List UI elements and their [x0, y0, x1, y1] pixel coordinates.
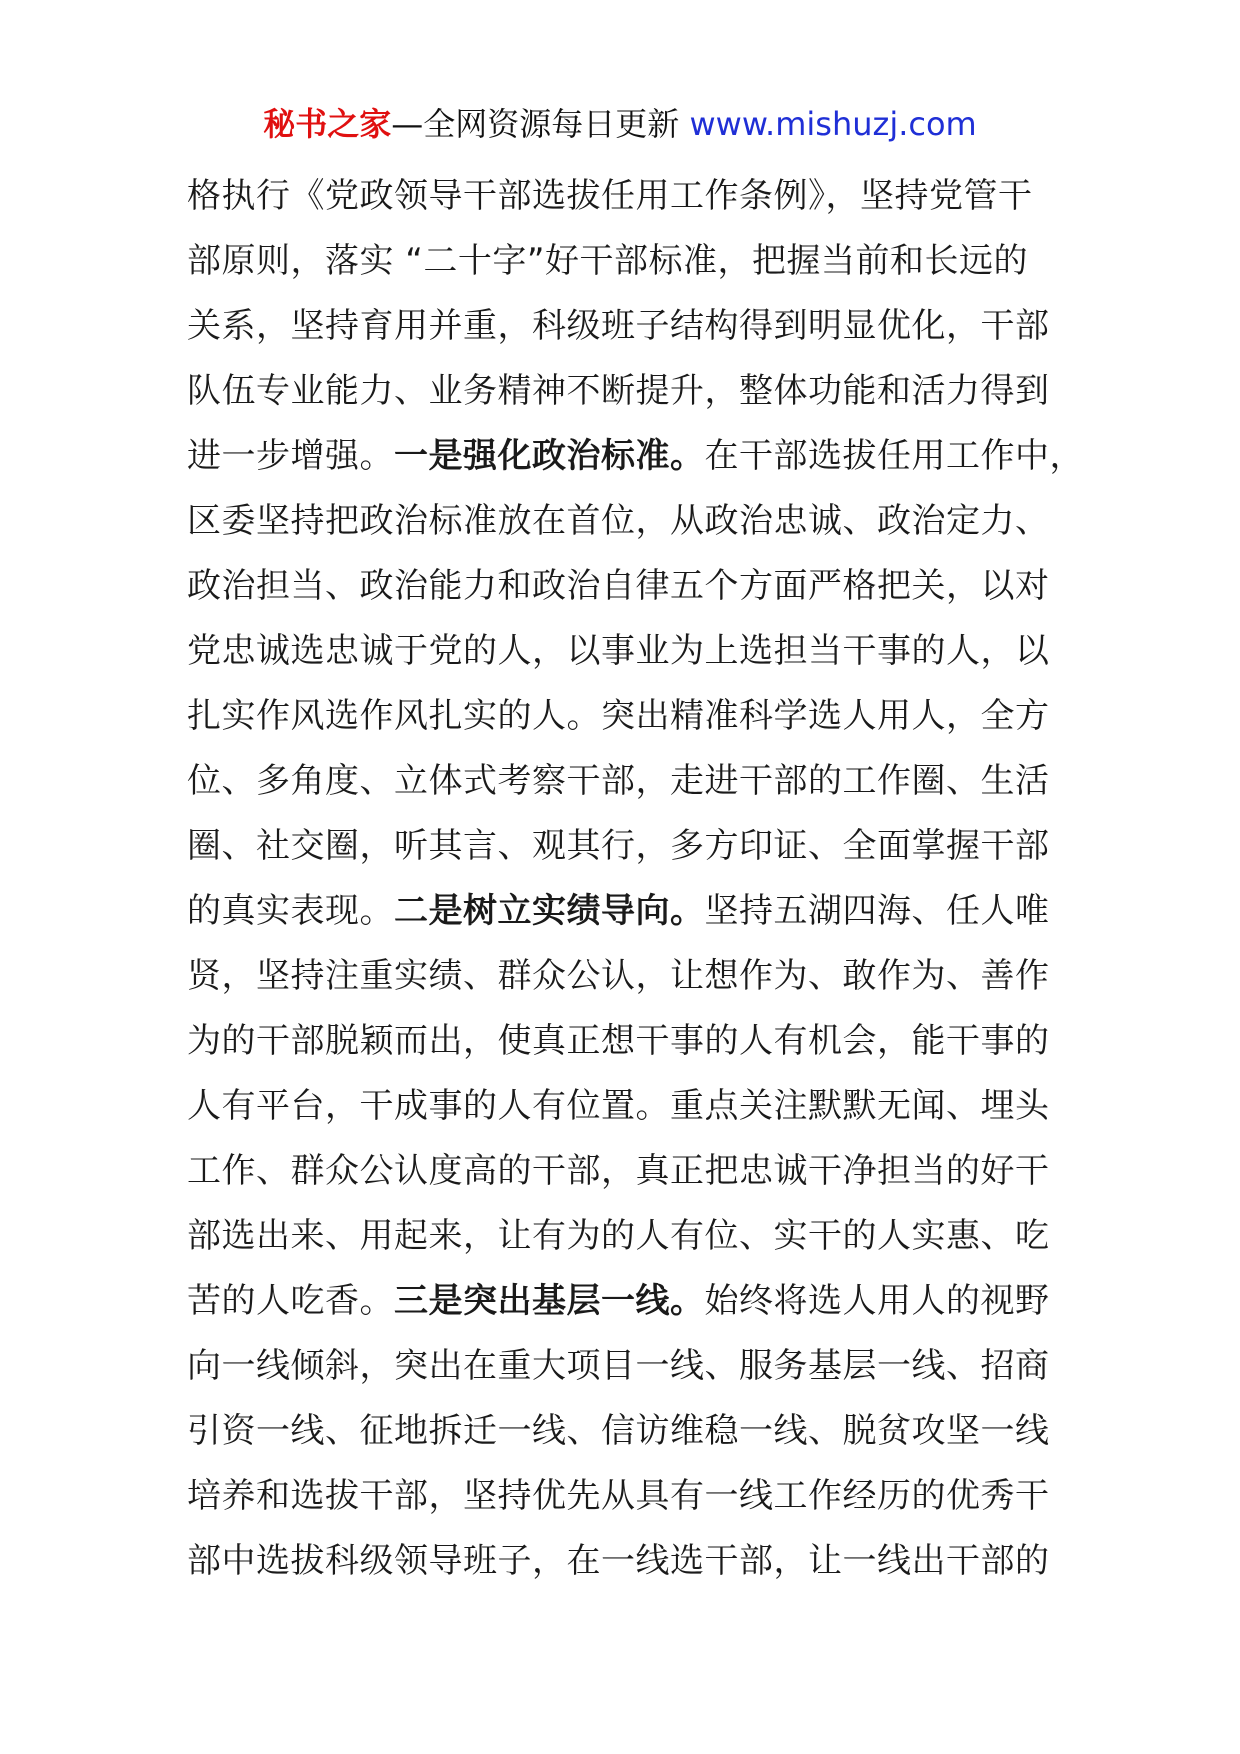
- bold-heading-text: 二是树立实绩导向。: [394, 891, 705, 931]
- body-paragraph: [187, 164, 1087, 1594]
- text-line: [187, 879, 1087, 944]
- bold-heading-text: 三是突出基层一线。: [394, 1281, 705, 1321]
- text-line: [187, 684, 1087, 749]
- page-header: [0, 102, 1240, 146]
- line-text: 为的干部脱颖而出，使真正想干事的人有机会，能干事的: [187, 1021, 1050, 1061]
- line-text: 坚持五湖四海、任人唯: [704, 891, 1050, 931]
- line-text: 关系，坚持育用并重，科级班子结构得到明显优化，干部: [187, 306, 1050, 346]
- line-text: 引资一线、征地拆迁一线、信访维稳一线、脱贫攻坚一线: [187, 1411, 1050, 1451]
- line-text: 始终将选人用人的视野: [704, 1281, 1050, 1321]
- site-url[interactable]: www.mishuzj.com: [689, 105, 977, 143]
- text-line: [187, 164, 1087, 229]
- text-line: [187, 424, 1087, 489]
- line-text: 培养和选拔干部，坚持优先从具有一线工作经历的优秀干: [187, 1476, 1050, 1516]
- text-line: [187, 1334, 1087, 1399]
- line-text: 工作、群众公认度高的干部，真正把忠诚干净担当的好干: [187, 1151, 1050, 1191]
- line-text: 位、多角度、立体式考察干部，走进干部的工作圈、生活: [187, 761, 1050, 801]
- line-text: 扎实作风选作风扎实的人。突出精准科学选人用人，全方: [187, 696, 1050, 736]
- text-line: [187, 1139, 1087, 1204]
- line-text: 圈、社交圈，听其言、观其行，多方印证、全面掌握干部: [187, 826, 1050, 866]
- text-line: [187, 1074, 1087, 1139]
- line-text: 人有平台，干成事的人有位置。重点关注默默无闻、埋头: [187, 1086, 1050, 1126]
- text-line: [187, 1464, 1087, 1529]
- text-line: [187, 814, 1087, 879]
- line-text: 格执行《党政领导干部选拔任用工作条例》，坚持党管干: [187, 176, 1033, 216]
- line-text: 进一步增强。: [187, 436, 394, 476]
- text-line: [187, 359, 1087, 424]
- bold-heading-text: 一是强化政治标准。: [394, 436, 705, 476]
- line-text: 部中选拔科级领导班子，在一线选干部，让一线出干部的: [187, 1541, 1050, 1581]
- text-line: [187, 944, 1087, 1009]
- line-text: 苦的人吃香。: [187, 1281, 394, 1321]
- text-line: [187, 749, 1087, 814]
- brand-name: 秘书之家: [263, 105, 392, 143]
- text-line: [187, 489, 1087, 554]
- text-line: [187, 1204, 1087, 1269]
- text-line: [187, 1009, 1087, 1074]
- line-text: 部选出来、用起来，让有为的人有位、实干的人实惠、吃: [187, 1216, 1050, 1256]
- text-line: [187, 1269, 1087, 1334]
- line-text: 政治担当、政治能力和政治自律五个方面严格把关，以对: [187, 566, 1050, 606]
- line-text: 的真实表现。: [187, 891, 394, 931]
- text-line: [187, 1399, 1087, 1464]
- header-tagline: —全网资源每日更新: [391, 105, 690, 143]
- text-line: [187, 619, 1087, 684]
- line-text: 队伍专业能力、业务精神不断提升，整体功能和活力得到: [187, 371, 1050, 411]
- line-text: 党忠诚选忠诚于党的人，以事业为上选担当干事的人，以: [187, 631, 1050, 671]
- text-line: [187, 1529, 1087, 1594]
- text-line: [187, 294, 1087, 359]
- text-line: [187, 229, 1087, 294]
- line-text: 区委坚持把政治标准放在首位，从政治忠诚、政治定力、: [187, 501, 1050, 541]
- line-text: 在干部选拔任用工作中，: [704, 436, 1084, 476]
- line-text: 部原则，落实 “二十字”好干部标准，把握当前和长远的: [187, 241, 1029, 281]
- line-text: 向一线倾斜，突出在重大项目一线、服务基层一线、招商: [187, 1346, 1050, 1386]
- line-text: 贤，坚持注重实绩、群众公认，让想作为、敢作为、善作: [187, 956, 1050, 996]
- text-line: [187, 554, 1087, 619]
